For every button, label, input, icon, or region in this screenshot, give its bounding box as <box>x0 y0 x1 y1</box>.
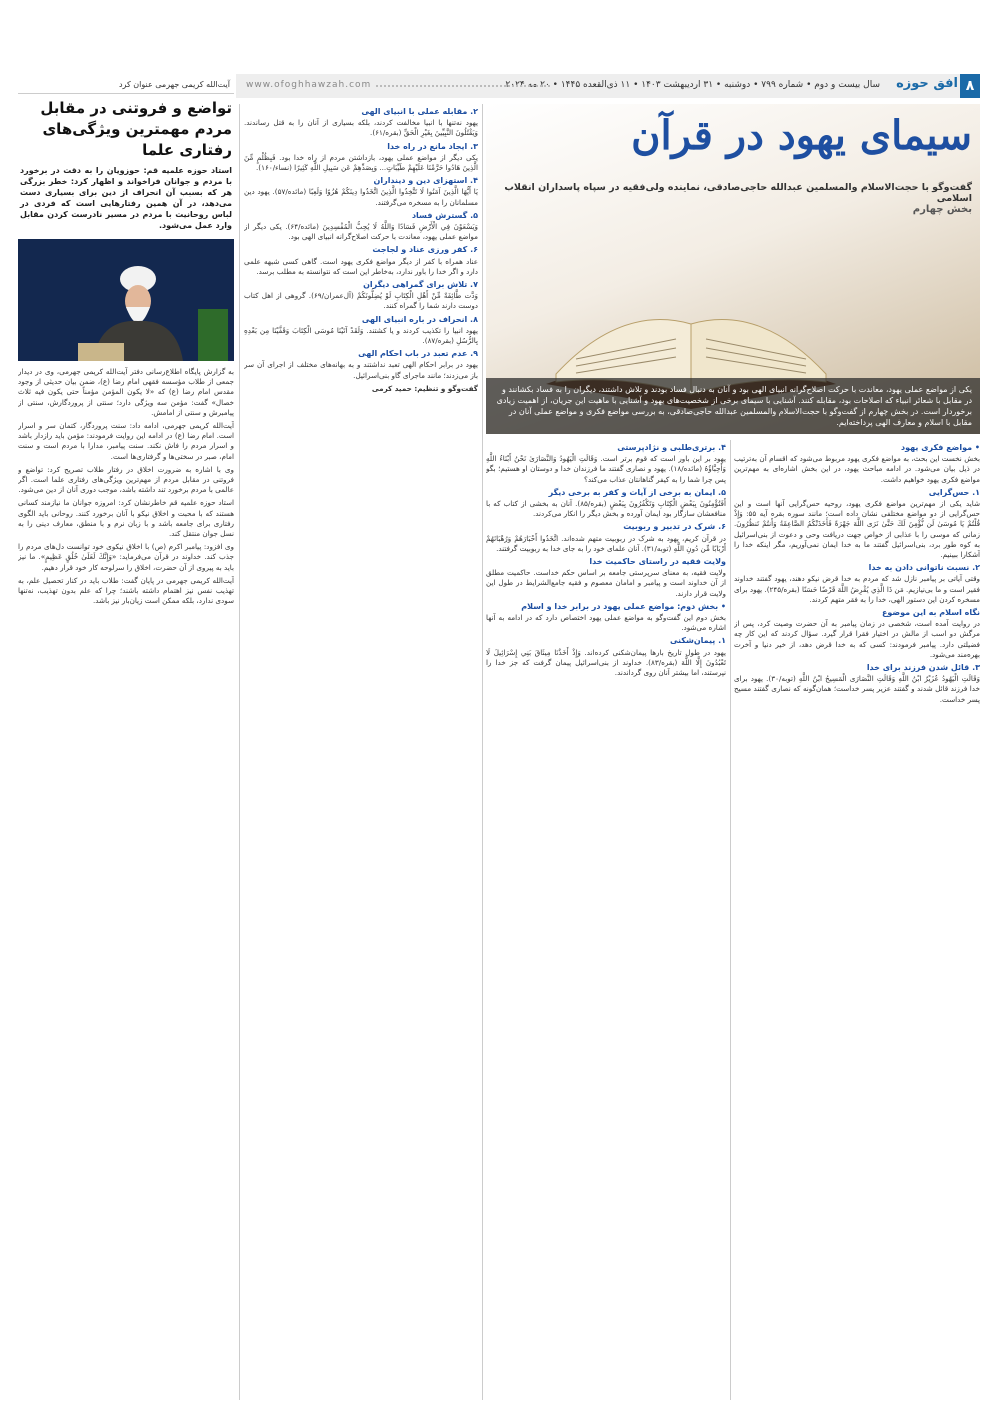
section-heading: ۵. گسترش فساد <box>411 210 478 220</box>
section-heading: • مواضع فکری یهود <box>901 443 980 452</box>
section-paragraph: یکی دیگر از مواضع عملی یهود، بازداشتن مردم از راه خدا بود. فَبِظُلْمٍ مِّنَ الَّذِينَ هَادُوا حَرَّمْنَا عَلَيْهِمْ طَيِّبَاتٍ... وَبِصَدِّهِمْ عَن سَبِيلِ اللَّهِ كَثِيرًا (نساء/۱۶۰). <box>244 152 478 173</box>
main-article-title: سیمای یهود در قرآن <box>631 112 972 159</box>
side-article <box>18 74 234 1297</box>
section-heading: ۱. پیمان‌شکنی <box>669 636 726 646</box>
section-paragraph: وَدَّت طَّائِفَةٌ مِّنْ أَهْلِ الْكِتَابِ لَوْ يُضِلُّونَكُمْ (آل‌عمران/۶۹). گروهی از اهل کتاب دوست دارند شما را گمراه کنند. <box>244 291 478 311</box>
section-heading: ۶. شرک در تدبیر و ربوبیت <box>623 522 726 532</box>
section-paragraph: شاید یکی از مهم‌ترین مواضع فکری یهود، روحیه حس‌گرایی آنها است و این حس‌گرایی از دو مواضع مختلفی نشان داده است؛ مانند سوره بقره آیه ۵۵: وَإِذْ قُلْتُمْ يَا مُوسَىٰ لَن نُّؤْمِنَ لَكَ حَتَّىٰ نَرَى اللَّهَ جَهْرَةً فَأَخَذَتْكُمُ الصَّاعِقَةُ وَأَنتُمْ تَنظُرُونَ. زمانی که موسی را با عذابی از خواص جهت دریافت وحی و دعوت از بنی‌اسرائیل به کوه طور برد، بنی‌اسرائیل گفتند ما به خدا ایمان نمی‌آوریم، مگر اینکه خدا را آشکارا ببینیم. <box>734 499 980 560</box>
section-paragraph: در قرآن کریم، یهود به شرک در ربوبیت متهم شده‌اند. اتَّخَذُوا أَحْبَارَهُمْ وَرُهْبَانَهُمْ أَرْبَابًا مِّن دُونِ اللَّهِ (توبه/۳۱). آنان علمای خود را به جای خدا به ربوبیت گرفتند. <box>486 533 726 553</box>
section-paragraph: وَيَسْعَوْنَ فِي الْأَرْضِ فَسَادًا وَاللَّهُ لَا يُحِبُّ الْمُفْسِدِينَ (مائده/۶۴). یکی دیگر از مواضع عملی یهود، معاندت با حرکت اصلاح‌گرانه انبیای الهی بود. <box>244 222 478 242</box>
section-heading: ۴. برتری‌طلبی و نژادپرستی <box>617 443 726 452</box>
column-divider <box>239 104 240 1400</box>
section-paragraph: یهود در برابر احکام الهی تعبد نداشتند و به بهانه‌های مختلف از اجرای آن سر باز می‌زدند؛ مانند ماجرای گاو بنی‌اسرائیل. <box>244 360 478 380</box>
section-heading: ۳. قائل شدن فرزند برای خدا <box>866 663 980 673</box>
section-heading: • بخش دوم: مواضع عملی یهود در برابر خدا و اسلام <box>521 601 726 611</box>
section-paragraph: یهود انبیا را تکذیب کردند و یا کشتند. وَلَقَدْ آتَيْنَا مُوسَى الْكِتَابَ وَقَفَّيْنَا مِن بَعْدِهِ بِالرُّسُلِ (بقره/۸۷). <box>244 325 478 346</box>
side-article-paragraph: به گزارش پایگاه اطلاع‌رسانی دفتر آیت‌الله کریمی جهرمی، وی در دیدار جمعی از طلاب مؤسسه فقهی امام رضا (ع)، ضمن بیان حدیثی از وجود مقدس امام رضا (ع) که «لا یکون المؤمن مؤمناً حتی یکون فیه ثلاث خصال» گفت: مؤمن سه ویژگی دارد؛ سنتی از پروردگارش، سنتی از پیامبرش و سنتی از امامش. <box>18 367 234 417</box>
website-link[interactable]: www.ofoghhawzah.com <box>246 80 372 90</box>
side-article-paragraph: آیت‌الله کریمی جهرمی، ادامه داد: سنت پروردگار، کتمان سر و اسرار است. امام رضا (ع) در ادامه این روایت فرمودند: مؤمن باید رازدار باشد و اسرار مردم را فاش نکند. سنت پیامبر، مدارا با مردم است و سنت امام، صبر در سختی‌ها و گرفتاری‌ها است. <box>18 421 234 461</box>
section-paragraph: وقتی آیاتی بر پیامبر نازل شد که مردم به خدا قرض نیکو دهند، یهود گفتند خداوند فقیر است و ما بی‌نیازیم. مَن ذَا الَّذِي يُقْرِضُ اللَّهَ قَرْضًا حَسَنًا (بقره/۲۴۵). یهود برای مسخره کردن این دستور الهی، خدا را به فقر متهم کردند. <box>734 574 980 604</box>
section-heading: ۵. ایمان به برخی از آیات و کفر به برخی دیگر <box>548 487 726 497</box>
cleric-photo <box>18 239 234 361</box>
section-paragraph: عناد همراه با کفر از دیگر مواضع فکری یهود است. گاهی کسی شبهه علمی دارد و اگر خدا را باور ندارد، به‌خاطر این است که نتوانسته به مطلب برسد. <box>244 256 478 276</box>
section-paragraph: یهود در طول تاریخ بارها پیمان‌شکنی کرده‌اند. وَإِذْ أَخَذْنَا مِيثَاقَ بَنِي إِسْرَائِيلَ لَا تَعْبُدُونَ إِلَّا اللَّهَ (بقره/۸۳). خداوند از بنی‌اسرائیل پیمان گرفت که جز خدا را نپرستند، اما بیشتر آنان روی گرداندند. <box>486 647 726 678</box>
section-heading: نگاه اسلام به این موضوع <box>881 608 980 618</box>
newspaper-logo[interactable]: افق حوزه <box>896 76 958 91</box>
part-label: بخش چهارم <box>912 204 972 215</box>
side-article-body <box>18 367 234 1297</box>
section-paragraph: یَا أَيُّهَا الَّذِينَ آمَنُوا لَا تَتَّخِذُوا الَّذِينَ اتَّخَذُوا دِينَكُمْ هُزُوًا وَلَعِبًا (مائده/۵۷). یهود دین مسلمانان را به مسخره می‌گرفتند. <box>244 187 478 207</box>
side-article-paragraph: وی افزود: پیامبر اکرم (ص) با اخلاق نیکوی خود توانست دل‌های مردم را جذب کند. خداوند در قرآن می‌فرماید: «وَإِنَّكَ لَعَلَىٰ خُلُقٍ عَظِيمٍ». ما نیز باید به پیروی از آن حضرت، اخلاق را سرلوحه کار خود قرار دهیم. <box>18 542 234 572</box>
section-heading: ۳. ایجاد مانع در راه خدا <box>387 141 478 151</box>
section-paragraph: بخش دوم این گفت‌وگو به مواضع عملی یهود اختصاص دارد که در ادامه به آنها اشاره می‌شود. <box>486 613 726 633</box>
section-heading: ۹. عدم تعبد در باب احکام الهی <box>358 349 478 359</box>
section-paragraph: بخش نخست این بحث، به مواضع فکری یهود مربوط می‌شود که اقسام آن به‌ترتیب در ذیل بیان می‌شود. در ادامه مباحث یهود، در این بخش اشاره‌ای به مهم‌ترین مواضع فکری یهود خواهیم داشت. <box>734 454 980 484</box>
section-heading: ۶. کفر ورزی عناد و لجاجت <box>372 245 478 255</box>
section-paragraph: وَقَالَتِ الْيَهُودُ عُزَيْرٌ ابْنُ اللَّهِ وَقَالَتِ النَّصَارَى الْمَسِيحُ ابْنُ اللَّهِ (توبه/۳۰). یهود برای خدا فرزند قائل شدند و گفتند عزیر پسر خداست؛ همان‌گونه که نصاری گفتند مسیح پسر خداست. <box>734 674 980 704</box>
side-article-paragraph: وی با اشاره به ضرورت اخلاق در رفتار طلاب تصریح کرد: تواضع و فروتنی در مقابل مردم از مهم‌ترین ویژگی‌های رفتاری علما است. اگر عالمی با مردم برخورد تند داشته باشد، موجب دوری آنان از دین می‌شود. <box>18 464 234 495</box>
section-paragraph: أَفَتُؤْمِنُونَ بِبَعْضِ الْكِتَابِ وَتَكْفُرُونَ بِبَعْضٍ (بقره/۸۵). آنان به بخشی از کتاب که با منافعشان سازگار بود ایمان آورده و بخش دیگر را انکار می‌کردند. <box>486 499 726 519</box>
section-heading: ۴. استهزای دین و دینداران <box>373 176 478 186</box>
article-column-3 <box>244 104 478 1400</box>
side-article-paragraph: آیت‌الله کریمی جهرمی در پایان گفت: طلاب باید در کنار تحصیل علم، به تهذیب نفس نیز اهتمام داشته باشند؛ چرا که علم بدون تهذیب، نه‌تنها سودی ندارد، بلکه ممکن است زیان‌بار نیز باشد. <box>18 575 234 606</box>
section-heading: ۲. مقابله عملی با انبیای الهی <box>361 107 478 116</box>
column-divider <box>482 104 483 1400</box>
column-divider <box>730 440 731 1400</box>
section-paragraph: یهود بر این باور است که قوم برتر است. وَقَالَتِ الْيَهُودُ وَالنَّصَارَىٰ نَحْنُ أَبْنَاءُ اللَّهِ وَأَحِبَّاؤُهُ (مائده/۱۸). یهود و نصاری گفتند ما فرزندان خدا و دوستان او هستیم؛ بگو پس چرا شما را به کیفر گناهانتان عذاب می‌کند؟ <box>486 454 726 484</box>
dotted-separator <box>376 85 550 87</box>
masthead-bar <box>236 74 980 98</box>
article-column-2 <box>486 440 726 1400</box>
section-heading: ۷. تلاش برای گمراهی دیگران <box>363 280 478 290</box>
main-article-lead: گفت‌وگو با حجت‌الاسلام والمسلمین عبدالله حاجی‌صادقی، نماینده ولی‌فقیه در سپاه پاسداران انقلاب اسلامی <box>504 182 972 204</box>
side-article-kicker: آیت‌الله کریمی جهرمی عنوان کرد <box>18 74 234 94</box>
section-heading: ۲. نسبت ناتوانی دادن به خدا <box>868 563 980 573</box>
section-heading: ولایت فقیه در راستای حاکمیت خدا <box>589 557 726 567</box>
section-paragraph: یهود نه‌تنها با انبیا مخالفت کردند، بلکه بسیاری از آنان را به قتل رساندند. وَيَقْتُلُونَ النَّبِيِّينَ بِغَيْرِ الْحَقِّ (بقره/۶۱). <box>244 118 478 138</box>
hero-summary: یکی از مواضع عملی یهود، معاندت با حرکت اصلاح‌گرانه انبیای الهی بود و آنان به دنبال فساد بودند و تلاش داشتند، دیگران را به فساد بکشانند و در مقابل با شعائر انبیاء که اصلاحات بود، مقابله کنند. آشنایی با سیمای برخی از شخصیت‌های یهود و آشنایی با ماهیت این جریان، از اهمیت زیادی برخوردار است. در بخش چهارم از گفت‌وگو با حجت‌الاسلام والمسلمین عبدالله حاجی‌صادقی، به بررسی مواضع فکری و مواضع عملی آنان در مقابل با اسلام و معارف الهی پرداخته‌ایم. <box>486 378 980 434</box>
side-article-lead: استاد حوزه علمیه قم: حوزویان را به دقت در برخورد با مردم و جوانان فراخواند و اظهار کرد: خطر بزرگی هر که بسبب آن انحراف از دین برای بسیاری دست می‌دهد، در آن همین رفتارهایی است که فردی در لباس روحانیت با مردم در مسیر نادرست کردن مقابل وارد عمل می‌شود. <box>20 166 232 230</box>
section-heading: ۸. انحراف در باره انبیای الهی <box>361 314 478 324</box>
side-article-paragraph: استاد حوزه علمیه قم خاطرنشان کرد: امروزه جوانان ما نیازمند کسانی هستند که با محبت و اخلاق نیکو با آنان برخورد کنند. روحانی باید الگوی رفتاری برای جامعه باشد و با زبان نرم و با منطق، معارف دینی را به نسل جوان منتقل کند. <box>18 498 234 539</box>
article-credit: گفت‌وگو و تنظیم: حمید کرمی <box>371 383 478 393</box>
cleric-portrait-icon <box>18 239 234 361</box>
page-number: ۸ <box>960 74 980 98</box>
article-column-1 <box>734 440 980 1400</box>
section-paragraph: ولایت فقیه، به معنای سرپرستی جامعه بر اساس حکم خداست. حاکمیت مطلق از آن خداوند است و پیامبر و امامان معصوم و فقیه جامع‌الشرایط در طول این ولایت قرار دارند. <box>486 568 726 598</box>
side-article-title: تواضع و فروتنی در مقابل مردم مهمترین ویژگی‌های رفتاری علما <box>40 99 232 159</box>
section-paragraph: در روایت آمده است، شخصی در زمان پیامبر به آن حضرت وصیت کرد، پس از مرگش دو اسب از مالش در اختیار فقرا قرار گیرد. سؤال کردند که این کار چه فضیلتی دارد. پیامبر فرمودند: کسی که به خدا قرض دهد، از خیر دنیا و آخرت بهره‌مند می‌شود. <box>734 619 980 659</box>
hero-banner <box>486 104 980 434</box>
section-heading: ۱. حس‌گرایی <box>928 487 980 497</box>
issue-info: سال بیست و دوم • شماره ۷۹۹ • دوشنبه • ۳۱ اردیبهشت ۱۴۰۳ • ۱۱ ذی‌القعده ۱۴۴۵ • ۲۰ مه ۲۰۲۴ <box>505 80 880 90</box>
